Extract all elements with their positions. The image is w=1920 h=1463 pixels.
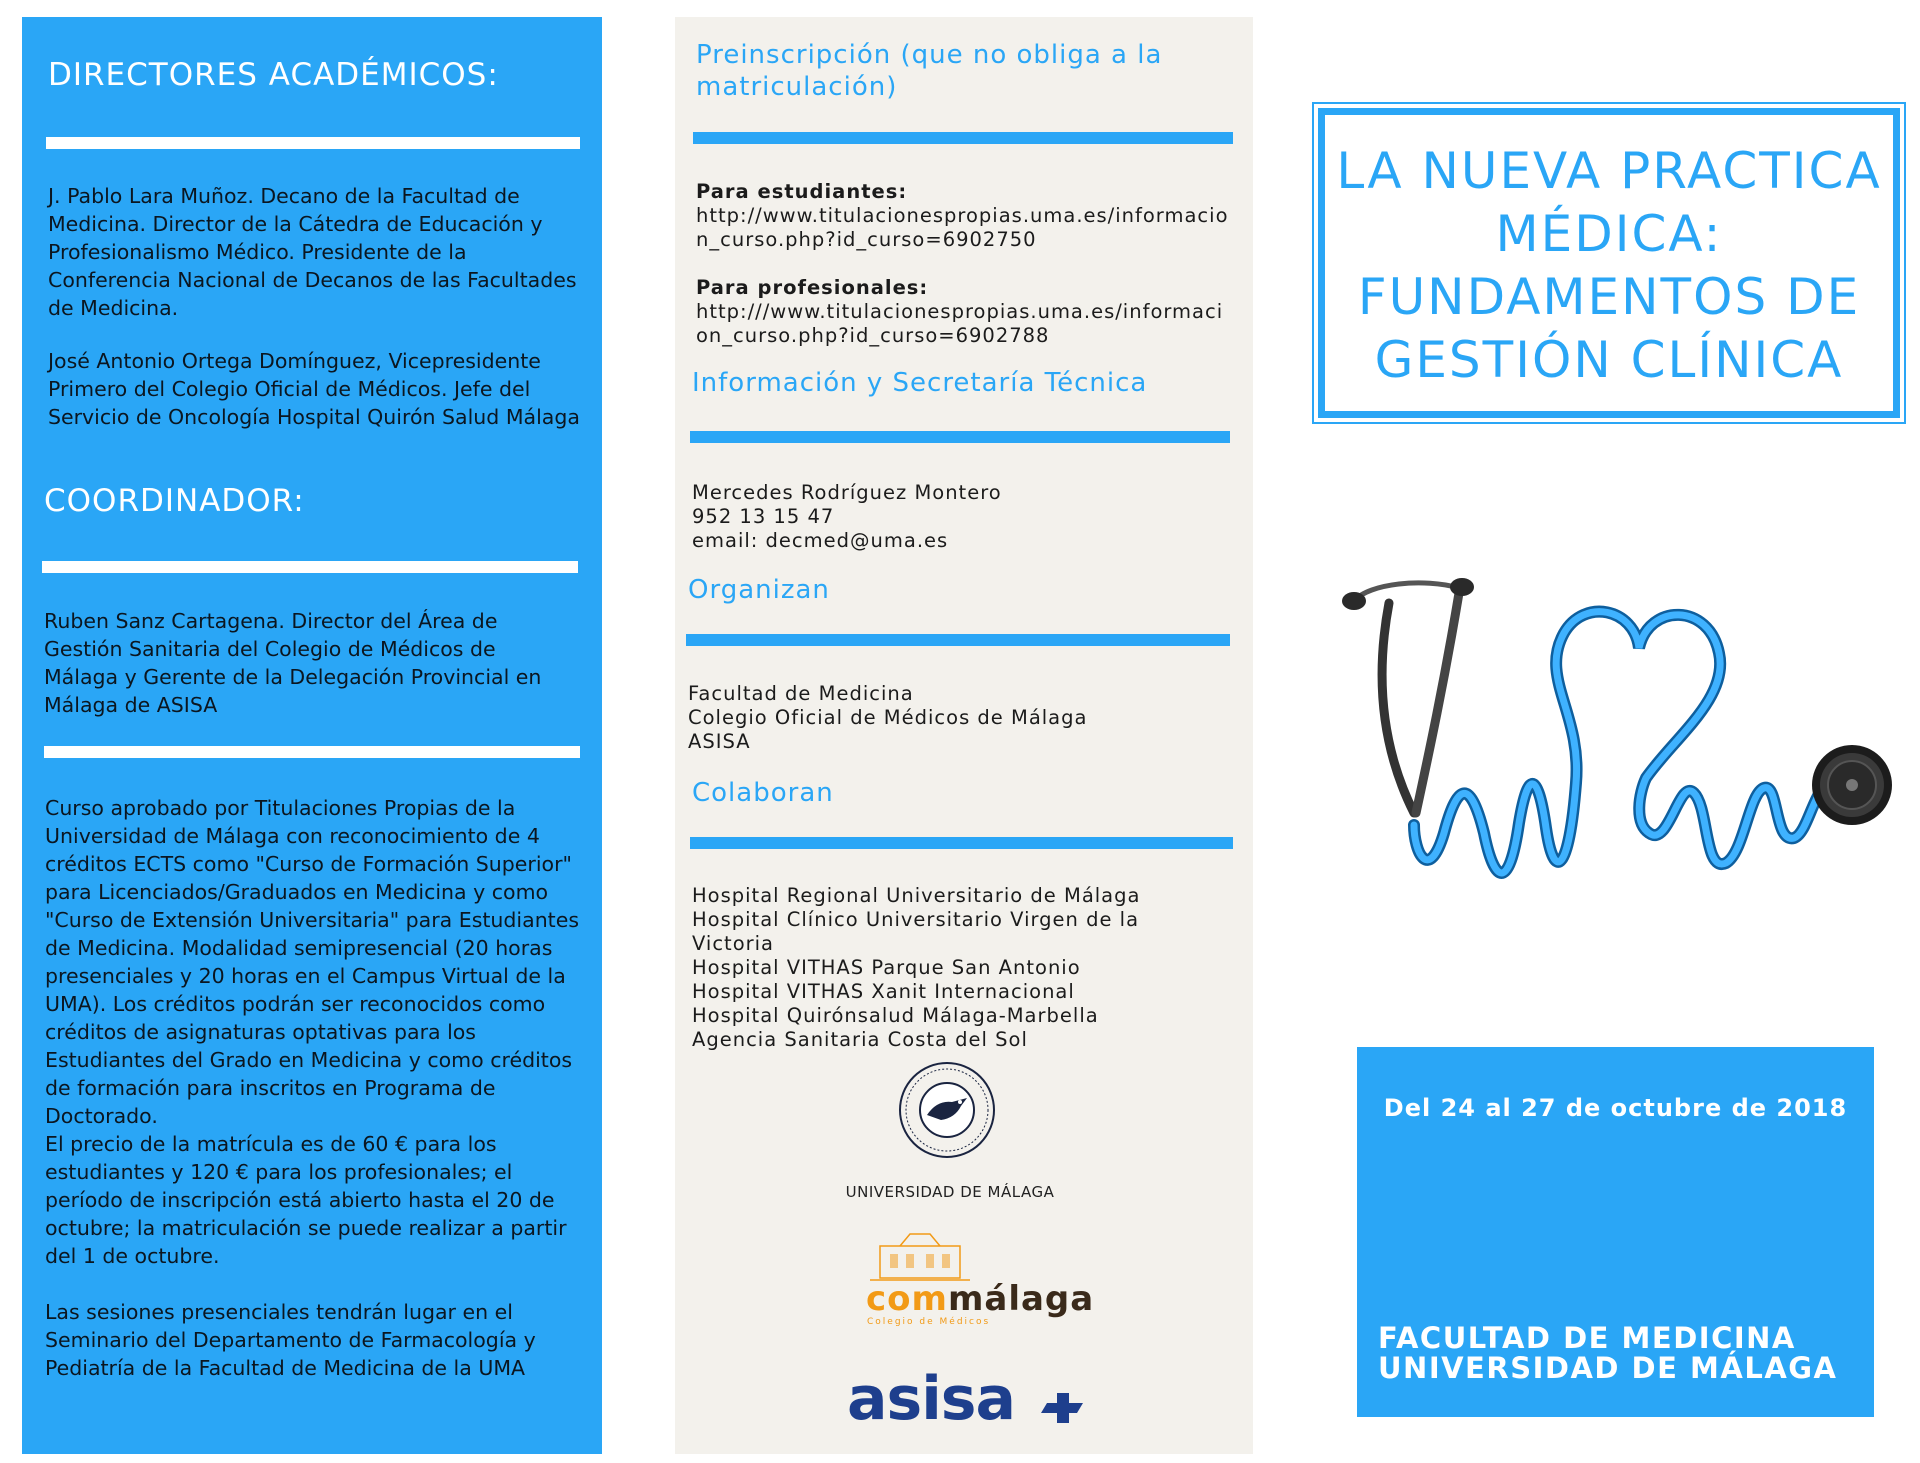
coordinator-heading: COORDINADOR: xyxy=(44,483,305,519)
contact-info xyxy=(692,481,1232,553)
contact-phone: 952 13 15 47 xyxy=(692,505,835,528)
collaborator-item: Hospital VITHAS Parque San Antonio xyxy=(692,956,1081,979)
title-line: FUNDAMENTOS DE xyxy=(1357,268,1861,326)
director-1-bio xyxy=(48,182,584,322)
preinscripcion-heading: Preinscripción (que no obliga a la matriculación) xyxy=(696,40,1163,102)
faculty-line: FACULTAD DE MEDICINA xyxy=(1378,1321,1796,1355)
comm-logo-subtitle: Colegio de Médicos xyxy=(867,1317,991,1327)
director-2-text: José Antonio Ortega Domínguez, Vicepresidente Primero del Colegio Oficial de Médicos. Jefe del Servicio de Oncología Hospital Quirón Salud Málaga xyxy=(48,349,580,429)
divider xyxy=(693,132,1233,144)
course-info-text: Curso aprobado por Titulaciones Propias de la Universidad de Málaga con reconocimiento de 4 créditos ECTS como "Curso de Formación Superior" para Licenciados/Graduados en Medicina y como "Curso de Extensión Universitaria" para Estudiantes de Medicina. Modalidad semipresencial (20 horas presenciales y 20 horas en el Campus Virtual de la UMA). Los créditos podrán ser reconocidos como créditos de asignaturas optativas para los Estudiantes del Grado en Medicina y como créditos de formación para inscritos en Programa de Doctorado. xyxy=(45,796,580,1128)
director-1-text: J. Pablo Lara Muñoz. Decano de la Facultad de Medicina. Director de la Cátedra de Educación y Profesionalismo Médico. Presidente de la Conferencia Nacional de Decanos de las Facultades de Medicina. xyxy=(48,184,577,320)
title-line: GESTIÓN CLÍNICA xyxy=(1374,331,1844,389)
organizer-item: ASISA xyxy=(688,730,751,753)
divider xyxy=(46,137,580,149)
collaborator-item: Hospital Regional Universitario de Málaga xyxy=(692,884,1141,907)
college-building-icon xyxy=(870,1224,970,1284)
colaboran-heading: Colaboran xyxy=(692,778,834,808)
collaborator-item: Hospital VITHAS Xanit Internacional xyxy=(692,980,1075,1003)
course-details xyxy=(45,794,590,1382)
divider xyxy=(690,431,1230,443)
collaborator-item: Agencia Sanitaria Costa del Sol xyxy=(692,1028,1028,1051)
academic-directors-panel xyxy=(22,17,602,1454)
asisa-logo: asisa xyxy=(847,1364,1015,1434)
info-heading: Información y Secretaría Técnica xyxy=(692,368,1148,398)
students-label: Para estudiantes: xyxy=(696,180,908,203)
organizers-list xyxy=(688,682,1228,754)
stethoscope-heart-icon xyxy=(1334,563,1906,915)
faculty-name xyxy=(1378,1323,1838,1383)
organizer-item: Facultad de Medicina xyxy=(688,682,914,705)
course-title xyxy=(1325,140,1893,392)
contact-name: Mercedes Rodríguez Montero xyxy=(692,481,1002,504)
coordinator-bio xyxy=(44,607,574,719)
university-seal-icon xyxy=(897,1060,997,1160)
professionals-label: Para profesionales: xyxy=(696,276,929,299)
course-title-box xyxy=(1318,108,1900,418)
divider xyxy=(690,837,1233,849)
comm-logo-part2: málaga xyxy=(947,1279,1095,1319)
divider xyxy=(44,746,580,758)
directors-heading: DIRECTORES ACADÉMICOS: xyxy=(48,57,499,93)
price-info-text: El precio de la matrícula es de 60 € para los estudiantes y 120 € para los profesionales; el período de inscripción está abierto hasta el 20 de octubre; la matriculación se puede realizar a partir del 1 de octubre. xyxy=(45,1132,567,1268)
collaborator-item: Hospital Clínico Universitario Virgen de la Victoria xyxy=(692,908,1140,955)
asisa-cross-icon xyxy=(1037,1391,1085,1425)
comm-logo-part1: com xyxy=(866,1279,948,1319)
sessions-info-text: Las sesiones presenciales tendrán lugar en el Seminario del Departamento de Farmacología y Pediatría de la Facultad de Medicina de la UMA xyxy=(45,1300,536,1380)
divider xyxy=(686,634,1230,646)
registration-info-panel xyxy=(675,17,1253,1454)
uma-logo-label: UNIVERSIDAD DE MÁLAGA xyxy=(845,1183,1055,1201)
contact-email[interactable]: email: decmed@uma.es xyxy=(692,529,949,552)
collaborator-item: Hospital Quirónsalud Málaga-Marbella xyxy=(692,1004,1099,1027)
comm-logo xyxy=(866,1279,1094,1319)
organizer-item: Colegio Oficial de Médicos de Málaga xyxy=(688,706,1088,729)
date-faculty-box xyxy=(1357,1047,1874,1417)
faculty-line: UNIVERSIDAD DE MÁLAGA xyxy=(1378,1351,1838,1385)
collaborators-list xyxy=(692,884,1192,1052)
director-2-bio xyxy=(48,347,593,431)
title-line: MÉDICA: xyxy=(1495,205,1723,263)
title-line: LA NUEVA PRACTICA xyxy=(1336,142,1882,200)
coordinator-text: Ruben Sanz Cartagena. Director del Área de Gestión Sanitaria del Colegio de Médicos de Málaga y Gerente de la Delegación Provincial en Málaga de ASISA xyxy=(44,609,542,717)
registration-links xyxy=(696,180,1236,348)
organizan-heading: Organizan xyxy=(688,575,830,605)
course-dates: Del 24 al 27 de octubre de 2018 xyxy=(1383,1094,1848,1122)
divider xyxy=(42,561,578,573)
students-link[interactable]: http://www.titulacionespropias.uma.es/informacion_curso.php?id_curso=6902750 xyxy=(696,204,1229,251)
professionals-link[interactable]: http:///www.titulacionespropias.uma.es/informacion_curso.php?id_curso=6902788 xyxy=(696,300,1224,347)
